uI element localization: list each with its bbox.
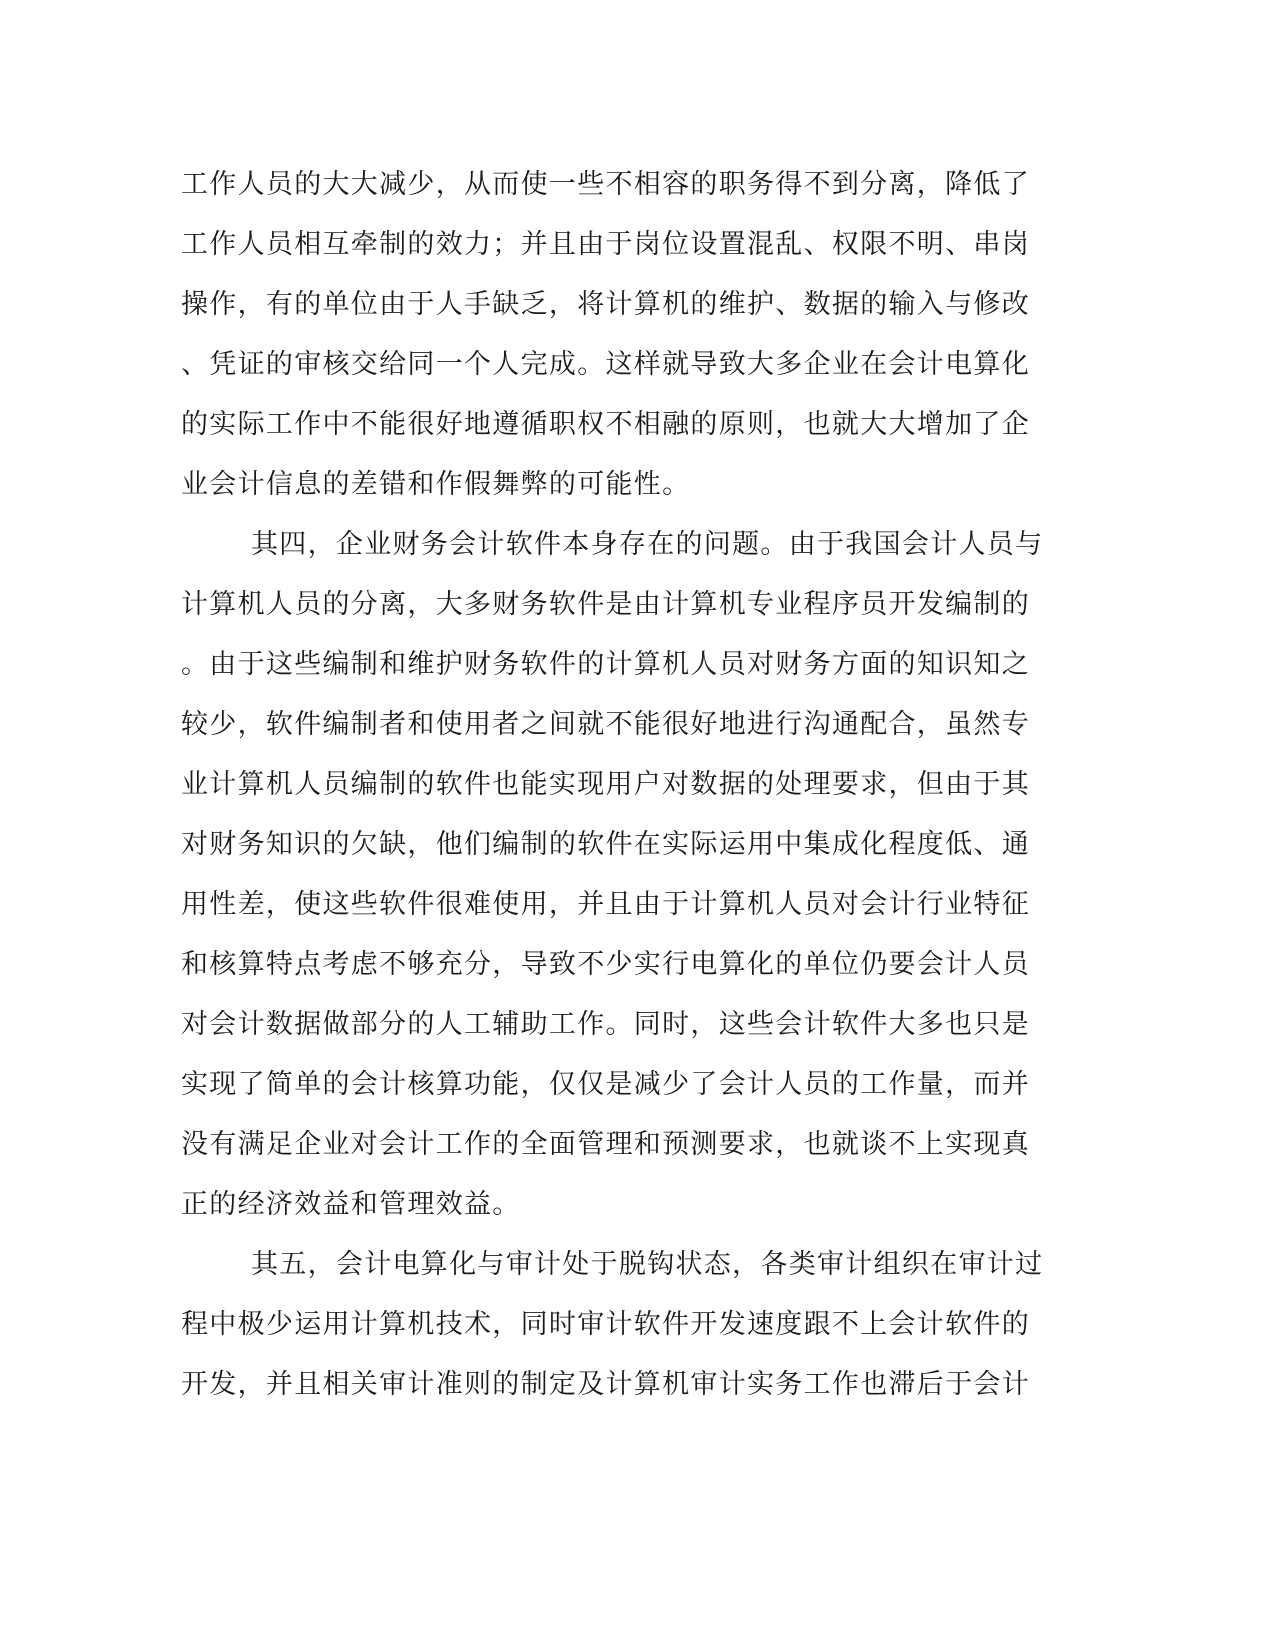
text-line: 开发，并且相关审计准则的制定及计算机审计实务工作也滞后于会计 — [181, 1369, 1030, 1400]
paragraph-start-line: 其四，企业财务会计软件本身存在的问题。由于我国会计人员与 — [251, 529, 1044, 560]
text-line: 程中极少运用计算机技术，同时审计软件开发速度跟不上会计软件的 — [181, 1309, 1030, 1340]
text-line: 、凭证的审核交给同一个人完成。这样就导致大多企业在会计电算化 — [181, 349, 1030, 380]
text-line: 对会计数据做部分的人工辅助工作。同时，这些会计软件大多也只是 — [181, 1009, 1030, 1040]
text-line: 操作，有的单位由于人手缺乏，将计算机的维护、数据的输入与修改 — [181, 289, 1030, 320]
paragraph-start-line: 其五，会计电算化与审计处于脱钩状态，各类审计组织在审计过 — [251, 1249, 1044, 1280]
body-text — [181, 155, 1044, 1415]
text-line: 对财务知识的欠缺，他们编制的软件在实际运用中集成化程度低、通 — [181, 829, 1030, 860]
text-line: 和核算特点考虑不够充分，导致不少实行电算化的单位仍要会计人员 — [181, 949, 1030, 980]
text-line: 业会计信息的差错和作假舞弊的可能性。 — [181, 469, 691, 500]
text-line: 实现了简单的会计核算功能，仅仅是减少了会计人员的工作量，而并 — [181, 1069, 1030, 1100]
text-line: 。由于这些编制和维护财务软件的计算机人员对财务方面的知识知之 — [181, 649, 1030, 680]
text-line: 用性差，使这些软件很难使用，并且由于计算机人员对会计行业特征 — [181, 889, 1030, 920]
text-line: 计算机人员的分离，大多财务软件是由计算机专业程序员开发编制的 — [181, 589, 1030, 620]
text-line: 工作人员相互牵制的效力；并且由于岗位设置混乱、权限不明、串岗 — [181, 229, 1030, 260]
text-line: 没有满足企业对会计工作的全面管理和预测要求，也就谈不上实现真 — [181, 1129, 1030, 1160]
text-line: 业计算机人员编制的软件也能实现用户对数据的处理要求，但由于其 — [181, 769, 1030, 800]
text-line: 较少，软件编制者和使用者之间就不能很好地进行沟通配合，虽然专 — [181, 709, 1030, 740]
text-line: 工作人员的大大减少，从而使一些不相容的职务得不到分离，降低了 — [181, 169, 1030, 200]
text-line: 正的经济效益和管理效益。 — [181, 1189, 521, 1220]
text-line: 的实际工作中不能很好地遵循职权不相融的原则，也就大大增加了企 — [181, 409, 1030, 440]
